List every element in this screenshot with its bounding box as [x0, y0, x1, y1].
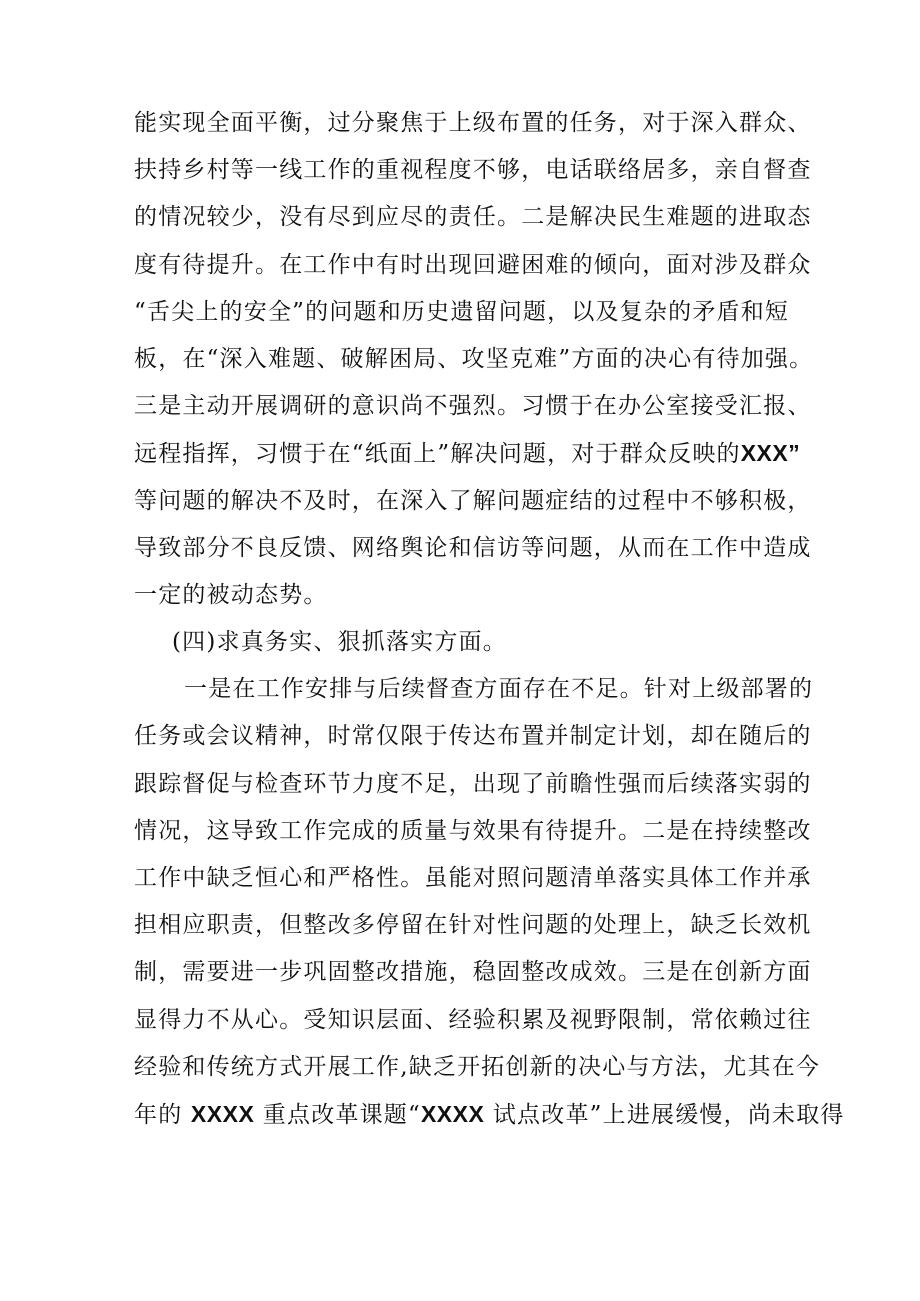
text-segment: 试点改革”上进展缓慢，尚未取得 — [484, 1101, 845, 1128]
text-line: 等问题的解决不及时，在深入了解问题症结的过程中不够积极， — [134, 487, 812, 514]
text-line: 经验和传统方式开展工作,缺乏开拓创新的决心与方法，尤其在今 — [134, 1053, 821, 1080]
text-segment: 重点改革课题“ — [254, 1101, 421, 1128]
text-line: 情况，这导致工作完成的质量与效果有待提升。二是在持续整改 — [134, 817, 812, 844]
text-line: 显得力不从心。受知识层面、经验积累及视野限制，常依赖过往 — [134, 1006, 812, 1033]
text-segment: 远程指挥，习惯于在“纸面上”解决问题，对于群众反映的 — [134, 441, 741, 468]
placeholder-code: XXXX — [190, 1100, 255, 1127]
placeholder-code: XXX” — [740, 440, 801, 467]
text-line: 度有待提升。在工作中有时出现回避困难的倾向，面对涉及群众 — [134, 251, 812, 278]
text-line: 三是主动开展调研的意识尚不强烈。习惯于在办公室接受汇报、 — [134, 393, 812, 420]
text-line: 制，需要进一步巩固整改措施，稳固整改成效。三是在创新方面 — [134, 959, 812, 986]
document-body — [134, 100, 845, 1138]
text-line — [134, 1091, 845, 1138]
text-line: “舌尖上的安全”的问题和历史遗留问题，以及复杂的矛盾和短 — [134, 298, 790, 325]
text-line: 能实现全面平衡，过分聚焦于上级布置的任务，对于深入群众、 — [134, 110, 812, 136]
text-line: 担相应职责，但整改多停留在针对性问题的处理上，缺乏长效机 — [134, 912, 812, 939]
text-line: 导致部分不良反馈、网络舆论和信访等问题，从而在工作中造成 — [134, 534, 812, 561]
paragraph-first-line: 一是在工作安排与后续督查方面存在不足。针对上级部署的 — [184, 676, 814, 703]
text-line: 工作中缺乏恒心和严格性。虽能对照问题清单落实具体工作并承 — [134, 865, 812, 891]
placeholder-code: XXXX — [420, 1100, 485, 1127]
text-line — [134, 430, 801, 477]
text-line: 一定的被动态势。 — [134, 581, 328, 608]
text-line: 的情况较少，没有尽到应尽的责任。二是解决民生难题的进取态 — [134, 204, 812, 231]
text-line: 板，在“深入难题、破解困局、攻坚克难”方面的决心有待加强。 — [134, 345, 814, 372]
text-line: 扶持乡村等一线工作的重视程度不够，电话联络居多，亲自督查 — [134, 157, 812, 184]
text-line: 任务或会议精神，时常仅限于传达布置并制定计划，却在随后的 — [134, 723, 812, 750]
text-segment: 年的 — [134, 1101, 191, 1128]
text-line: 跟踪督促与检查环节力度不足，出现了前瞻性强而后续落实弱的 — [134, 770, 812, 797]
section-heading: (四)求真务实、狠抓落实方面。 — [172, 629, 507, 656]
